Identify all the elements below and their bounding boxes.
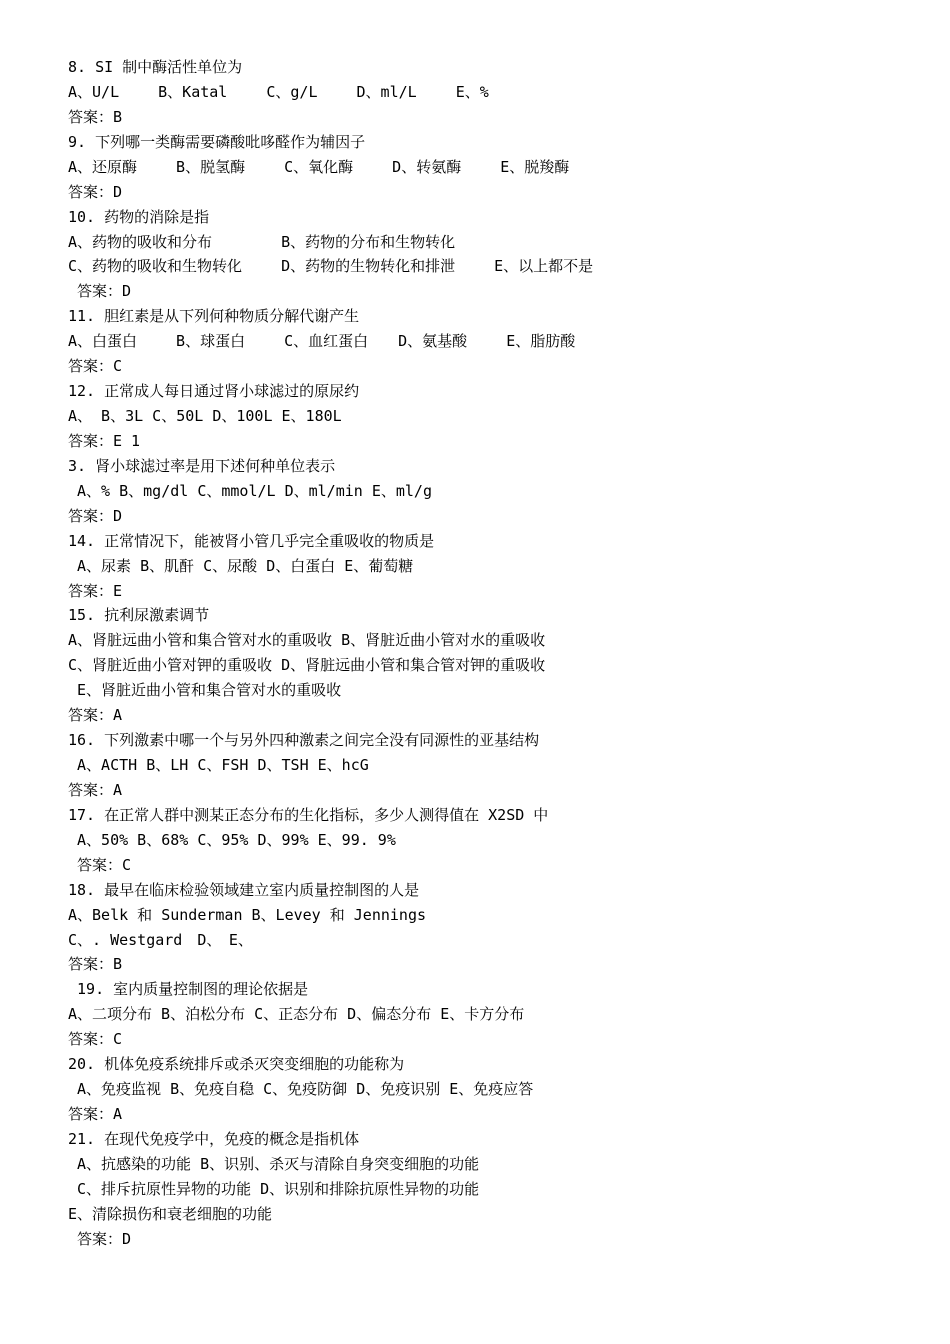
text-line: 答案：C xyxy=(68,855,132,874)
text-line: 17. 在正常人群中测某正态分布的生化指标，多少人测得值在 X2SD 中 xyxy=(68,805,549,824)
text-line: 9. 下列哪一类酶需要磷酸吡哆醛作为辅因子 xyxy=(68,132,366,151)
text-line: A、白蛋白 B、球蛋白 C、血红蛋白 D、氨基酸 E、脂肪酸 xyxy=(68,332,576,351)
text-line: 答案：D xyxy=(68,506,123,525)
text-line: A、Belk 和 Sunderman B、Levey 和 Jennings xyxy=(68,905,427,924)
text-line: A、 B、3L C、50L D、100L E、180L xyxy=(68,407,342,426)
text-line: A、% B、mg/dl C、mmol/L D、ml/min E、ml/g xyxy=(68,481,432,500)
text-line: 18. 最早在临床检验领域建立室内质量控制图的人是 xyxy=(68,880,420,899)
text-line: C、药物的吸收和生物转化 D、药物的生物转化和排泄 E、以上都不是 xyxy=(68,257,594,276)
text-line: A、药物的吸收和分布 B、药物的分布和生物转化 xyxy=(68,232,456,251)
text-line: A、尿素 B、肌酐 C、尿酸 D、白蛋白 E、葡萄糖 xyxy=(68,556,414,575)
text-line: A、二项分布 B、泊松分布 C、正态分布 D、偏态分布 E、卡方分布 xyxy=(68,1005,525,1024)
text-line: A、U/L B、Katal C、g/L D、ml/L E、% xyxy=(68,82,489,101)
text-line: A、肾脏远曲小管和集合管对水的重吸收 B、肾脏近曲小管对水的重吸收 xyxy=(68,631,546,650)
text-line: E、清除损伤和衰老细胞的功能 xyxy=(68,1204,273,1223)
text-line: 答案：A xyxy=(68,780,123,799)
text-line: A、ACTH B、LH C、FSH D、TSH E、hcG xyxy=(68,756,369,775)
text-line: E、肾脏近曲小管和集合管对水的重吸收 xyxy=(68,681,342,700)
text-line: 答案：B xyxy=(68,107,123,126)
text-line: A、免疫监视 B、免疫自稳 C、免疫防御 D、免疫识别 E、免疫应答 xyxy=(68,1080,534,1099)
text-line: 答案：B xyxy=(68,955,123,974)
text-line: 14. 正常情况下，能被肾小管几乎完全重吸收的物质是 xyxy=(68,531,435,550)
text-line: C、. Westgard D、 E、 xyxy=(68,930,253,949)
text-line: 8. SI 制中酶活性单位为 xyxy=(68,58,243,76)
text-line: 19. 室内质量控制图的理论依据是 xyxy=(68,980,309,999)
text-line: A、抗感染的功能 B、识别、杀灭与清除自身突变细胞的功能 xyxy=(68,1154,480,1173)
text-line: 答案：E 1 xyxy=(68,431,141,450)
text-line: 20. 机体免疫系统排斥或杀灭突变细胞的功能称为 xyxy=(68,1055,405,1074)
text-line: 答案：D xyxy=(68,282,132,301)
text-line: 答案：D xyxy=(68,1229,132,1248)
text-line: C、排斥抗原性异物的功能 D、识别和排除抗原性异物的功能 xyxy=(68,1179,480,1198)
text-line: 15. 抗利尿激素调节 xyxy=(68,606,210,625)
text-line: 答案：E xyxy=(68,581,123,600)
text-line: 3. 肾小球滤过率是用下述何种单位表示 xyxy=(68,456,336,475)
text-line: 答案：C xyxy=(68,357,123,376)
text-line: 答案：C xyxy=(68,1030,123,1049)
text-line: 12. 正常成人每日通过肾小球滤过的原尿约 xyxy=(68,382,360,401)
text-line: A、还原酶 B、脱氢酶 C、氧化酶 D、转氨酶 E、脱羧酶 xyxy=(68,157,570,176)
text-line: 答案：A xyxy=(68,1105,123,1124)
text-line: 答案：D xyxy=(68,182,123,201)
text-line: 10. 药物的消除是指 xyxy=(68,207,210,226)
text-line: 21. 在现代免疫学中，免疫的概念是指机体 xyxy=(68,1129,360,1148)
text-line: C、肾脏近曲小管对钾的重吸收 D、肾脏远曲小管和集合管对钾的重吸收 xyxy=(68,656,546,675)
text-line: 答案：A xyxy=(68,706,123,725)
text-line: A、50% B、68% C、95% D、99% E、99. 9% xyxy=(68,830,396,849)
text-line: 16. 下列激素中哪一个与另外四种激素之间完全没有同源性的亚基结构 xyxy=(68,731,540,750)
text-line: 11. 胆红素是从下列何种物质分解代谢产生 xyxy=(68,307,360,326)
